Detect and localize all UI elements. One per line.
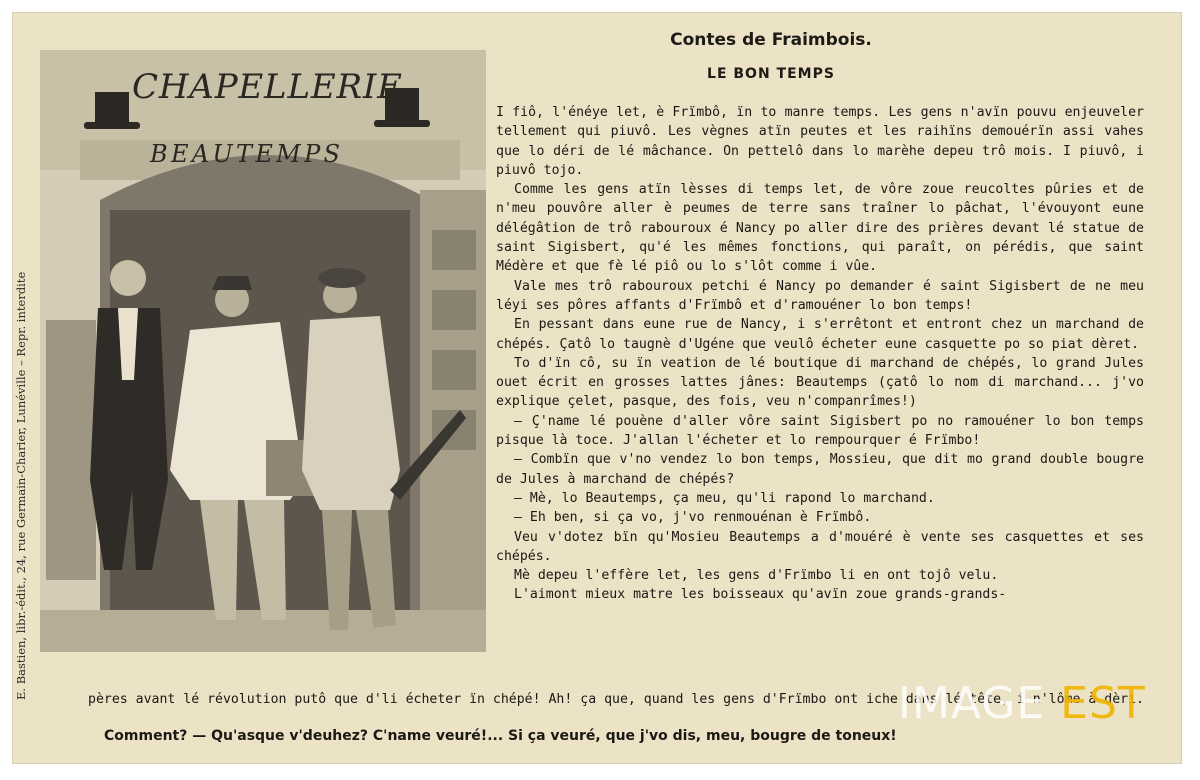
paragraph: I fiô, l'énéye let, è Frïmbô, ïn to manre temps. Les gens n'avïn pouvu enjeuveler tellement qui piuvô. Les vègnes atïn peutes et les raihïns demouérïn assi vahes que lo déri de lé mâchance. On pettelô dans lo marèhe depeu trô mois. I piuvô, i piuvô tojo. bbox=[496, 105, 1144, 178]
paragraph: En pessant dans eune rue de Nancy, i s'errêtont et entront chez un marchand de chépés. Çatô lo taugnè d'Ugéne que veulô écheter eune casquette po so piat dèret. bbox=[496, 317, 1144, 352]
final-paragraph: pères avant lé révolution putô que d'li écheter ïn chépé! Ah! ça que, quand les gens d'Frïmbo ont iche dans lé tête, i n'lôme à dèri. bbox=[88, 692, 1144, 707]
paragraph: — Mè, lo Beautemps, ça meu, qu'li rapond lo marchand. bbox=[514, 490, 935, 506]
paragraph: L'aimont mieux matre les boisseaux qu'avïn zoue grands-grands- bbox=[514, 587, 1007, 603]
watermark-est: EST bbox=[1060, 678, 1146, 729]
watermark-image: IMAGE bbox=[898, 678, 1046, 729]
paragraph: — Ç'name lé pouène d'aller vôre saint Sigisbert po no ramouéner lo bon temps pisque là toce. J'allan l'écheter et lo rempourquer é Frïmbo! bbox=[496, 413, 1144, 449]
watermark bbox=[898, 678, 1146, 729]
shop-illustration bbox=[40, 50, 486, 652]
paragraph: Veu v'dotez bïn qu'Mosieu Beautemps a d'mouéré è vente ses casquettes et ses chépés. bbox=[496, 529, 1144, 564]
paragraph: Vale mes trô rabouroux petchi é Nancy po demander é saint Sigisbert de ne meu léyi ses pôres affants d'Frïmbô et d'ramouéner lo bon temps! bbox=[496, 278, 1144, 313]
sign-chapellerie: CHAPELLERIE bbox=[132, 67, 402, 107]
paragraph: Mè depeu l'effère let, les gens d'Frïmbo li en ont tojô velu. bbox=[514, 568, 999, 584]
closing-line: Comment? — Qu'asque v'deuhez? C'name veuré!... Si ça veuré, que j'vo dis, meu, bougre de toneux! bbox=[104, 728, 897, 744]
paragraph: To d'ïn cô, su ïn veation de lé boutique di marchand de chépés, lo grand Jules ouet écrit en grosses lattes jânes: Beautemps (çatô lo nom di marchand... j'vo explique çelet, pasque, des fois, veu n'companrîmes!) bbox=[496, 355, 1144, 410]
story-text bbox=[496, 103, 1144, 605]
paragraph: Comme les gens atïn lèsses di temps let, de vôre zoue reucoltes pûries et de n'meu pouvôre aller è peumes de terre sans traîner lo pâchat, l'évouyont eune délégâtion de trô rabouroux é Nancy po aller dire des prières devant lé statue de saint Sigisbert, qu'é les mêmes fonctions, qui paraît, on pérédis, que saint Médère et que fè lé piô ou lo s'lôt comme i vûe. bbox=[496, 182, 1144, 275]
paragraph: — Combïn que v'no vendez lo bon temps, Mossieu, que dit mo grand double bougre de Jules à marchand de chépés? bbox=[496, 452, 1144, 487]
series-title: Contes de Fraimbois. bbox=[670, 30, 872, 50]
hat-shop-drawing bbox=[40, 50, 486, 652]
story-title: LE BON TEMPS bbox=[707, 66, 835, 82]
sign-beautemps: BEAUTEMPS bbox=[150, 140, 340, 168]
paragraph: — Eh ben, si ça vo, j'vo renmouénan è Frïmbô. bbox=[514, 510, 872, 526]
publisher-credit: E. Bastien, libr.-édit., 24, rue Germain-Charier, Lunéville – Repr. interdite bbox=[14, 271, 28, 700]
